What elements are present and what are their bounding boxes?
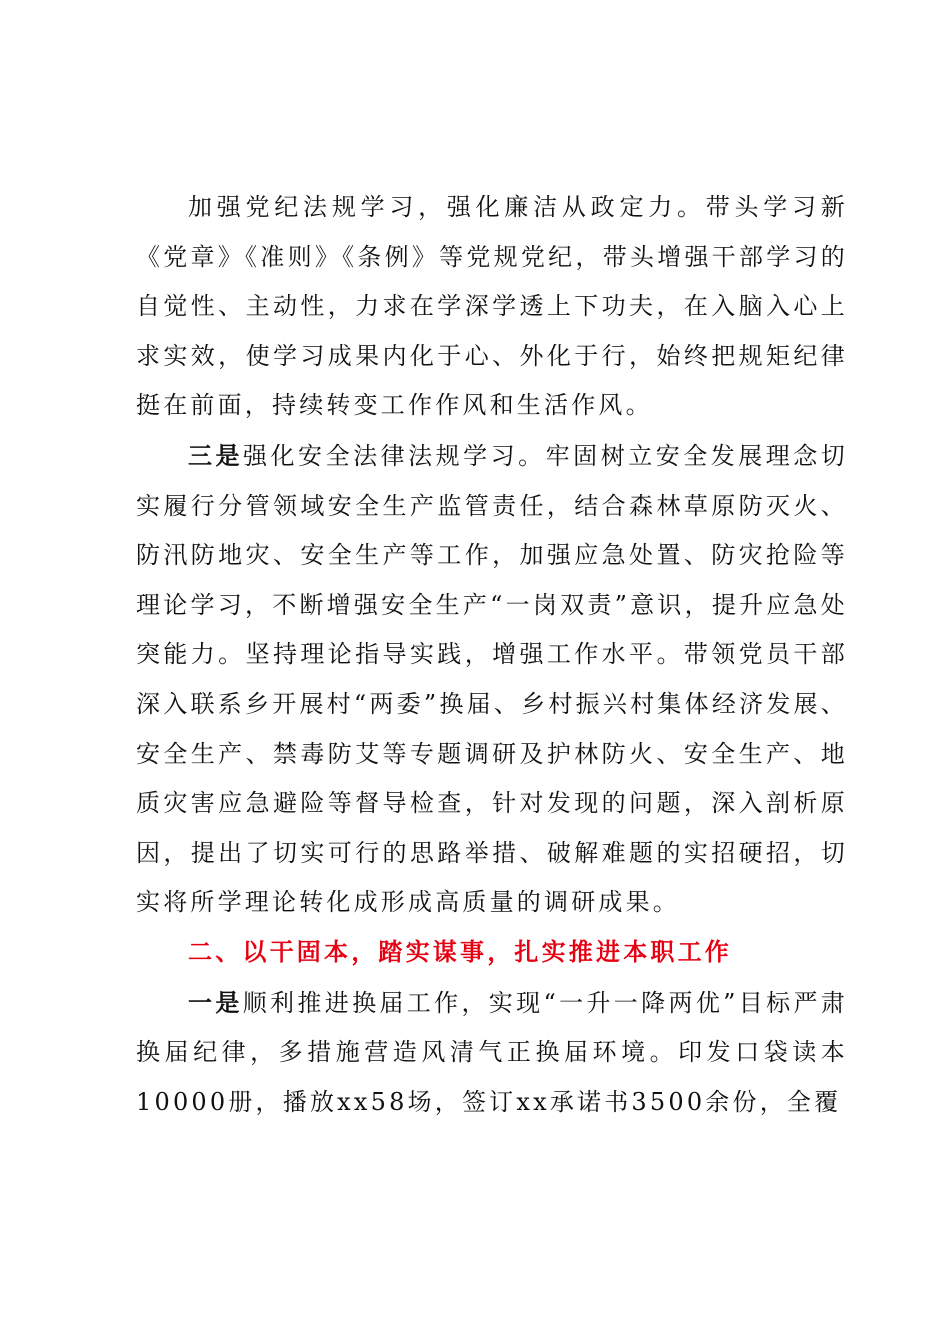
section-heading: 二、以干固本，踏实谋事，扎实推进本职工作 [188,937,732,966]
paragraph-safety-regulations [136,431,848,928]
paragraph-text: 顺利推进换届工作，实现“一升一降两优”目标严肃换届纪律，多措施营造风清气正换届环境。印发口袋读本10000册，播放xx58场，签订xx承诺书3500余份，全覆 [136,988,849,1116]
document-body [136,183,848,1127]
paragraph-election-work [136,978,848,1128]
paragraph-lead-label: 三是 [188,440,244,470]
paragraph-party-discipline: 加强党纪法规学习，强化廉洁从政定力。带头学习新《党章》《准则》《条例》等党规党纪，带头增强干部学习的自觉性、主动性，力求在学深学透上下功夫，在入脑入心上求实效，使学习成果内化于心、外化于行，始终把规矩纪律挺在前面，持续转变工作作风和生活作风。 [136,193,848,420]
paragraph-lead-label: 一是 [188,987,243,1017]
paragraph-text: 强化安全法律法规学习。牢固树立安全发展理念切实履行分管领域安全生产监管责任，结合森林草原防灭火、防汛防地灾、安全生产等工作，加强应急处置、防灾抢险等理论学习，不断增强安全生产“一岗双责”意识，提升应急处突能力。坚持理论指导实践，增强工作水平。带领党员干部深入联系乡开展村“两委”换届、乡村振兴村集体经济发展、安全生产、禁毒防艾等专题调研及护林防火、安全生产、地质灾害应急避险等督导检查，针对发现的问题，深入剖析原因，提出了切实可行的思路举措、破解难题的实招硬招，切实将所学理论转化成形成高质量的调研成果。 [136,441,848,917]
